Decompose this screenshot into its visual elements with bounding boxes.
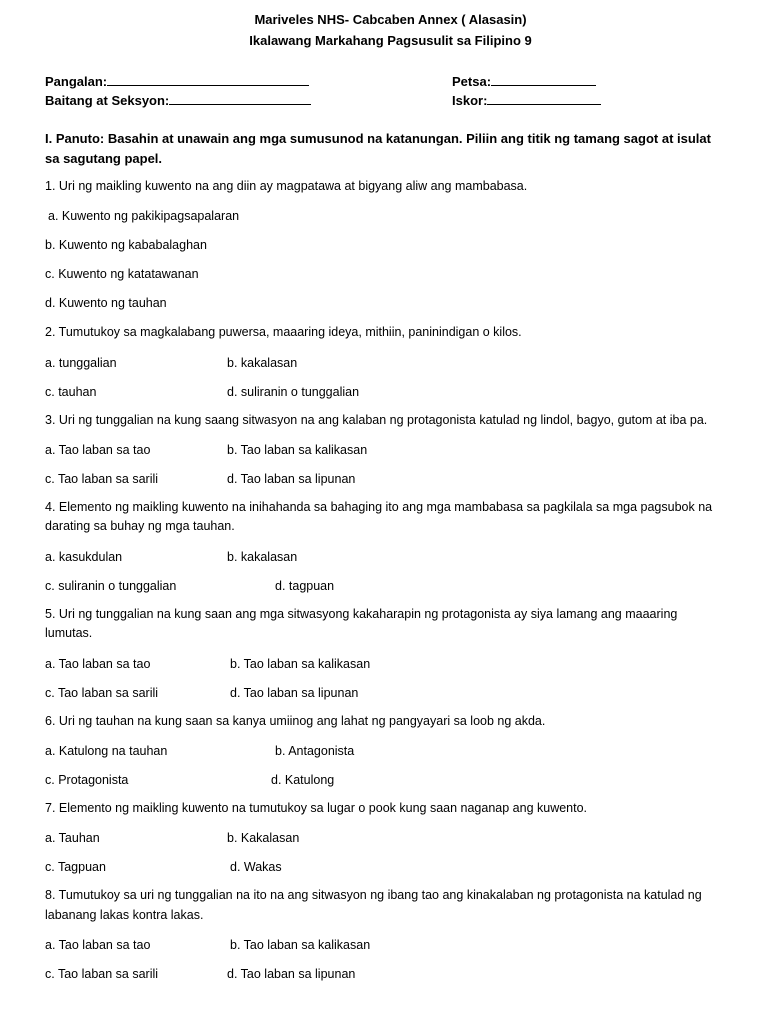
q2-options-row-1 [45,354,724,372]
school-name: Mariveles NHS- Cabcaben Annex ( Alasasin) [254,12,527,27]
question-4: 4. Elemento ng maikling kuwento na inihahanda sa bahaging ito ang mga mambabasa sa pagkilala sa mga pagsubok na darating sa buhay ng mga tauhan. [45,500,713,534]
q8-options-row-1 [45,936,724,954]
document-header [57,10,724,52]
q1-option-d: d. Kuwento ng tauhan [45,296,167,311]
question-5: 5. Uri ng tunggalian na kung saan ang mga sitwasyong kakaharapin ng protagonista ay siya lamang ang maaaring lumutas. [45,606,678,641]
date-blank[interactable] [491,74,596,86]
question-8: 8. Tumutukoy sa uri ng tunggalian na ito na ang sitwasyon ng ibang tao ang kinakalaban ng protagonista na katulad ng labanang lakas kontra lakas. [45,888,702,922]
q3-option-b: b. Tao laban sa kalikasan [227,443,368,457]
q8-option-d: d. Tao laban sa lipunan [227,967,356,981]
instructions: I. Panuto: Basahin at unawain ang mga sumusunod na katanungan. Piliin ang titik ng tamang sagot at isulat sa sagutang papel. [45,130,711,166]
q6-option-b: b. Antagonista [275,743,355,758]
q4-options-row-2 [45,577,724,595]
question-2: 2. Tumutukoy sa magkalabang puwersa, maaaring ideya, mithiin, paninindigan o kilos. [45,325,522,340]
q4-options-row-1 [45,548,724,566]
score-label: Iskor: [452,93,488,109]
q3-option-a: a. Tao laban sa tao [45,443,151,457]
q4-option-d: d. tagpuan [275,578,335,593]
q7-option-a: a. Tauhan [45,831,100,846]
exam-title: Ikalawang Markahang Pagsusulit sa Filipino 9 [249,32,532,48]
name-blank[interactable] [107,74,309,86]
question-3: 3. Uri ng tunggalian na kung saang sitwasyon na ang kalaban ng protagonista katulad ng lindol, bagyo, gutom at iba pa. [45,412,708,427]
q1-option-a: a. Kuwento ng pakikipagsapalaran [48,209,240,224]
q5-options-row-2 [45,684,724,702]
q2-option-a: a. tunggalian [45,355,117,370]
q5-option-b: b. Tao laban sa kalikasan [230,656,371,671]
question-6: 6. Uri ng tauhan na kung saan sa kanya umiinog ang lahat ng pangyayari sa loob ng akda. [45,713,546,728]
q5-option-a: a. Tao laban sa tao [45,656,151,671]
date-label: Petsa: [452,73,492,89]
q5-option-c: c. Tao laban sa sarili [45,685,159,700]
q8-option-a: a. Tao laban sa tao [45,938,151,952]
question-1: 1. Uri ng maikling kuwento na ang diin ay magpatawa at bigyang aliw ang mambabasa. [45,178,528,193]
q5-option-d: d. Tao laban sa lipunan [230,685,359,700]
q4-option-a: a. kasukdulan [45,549,123,564]
q1-option-b: b. Kuwento ng kababalaghan [45,238,207,253]
q2-option-b: b. kakalasan [227,355,298,370]
q3-option-c: c. Tao laban sa sarili [45,472,159,486]
q3-option-d: d. Tao laban sa lipunan [227,472,356,486]
section-blank[interactable] [169,93,311,105]
q8-option-c: c. Tao laban sa sarili [45,967,159,981]
q1-option-c: c. Kuwento ng katatawanan [45,267,199,282]
q4-option-b: b. kakalasan [227,549,298,564]
section-label: Baitang at Seksyon: [45,93,170,109]
question-7: 7. Elemento ng maikling kuwento na tumutukoy sa lugar o pook kung saan naganap ang kuwento. [45,800,588,815]
q2-options-row-2 [45,383,724,401]
field-row-2 [45,91,724,111]
q3-options-row-1 [45,441,724,459]
q8-option-b: b. Tao laban sa kalikasan [230,938,371,952]
score-blank[interactable] [487,93,601,105]
q3-options-row-2 [45,470,724,488]
q2-option-d: d. suliranin o tunggalian [227,384,360,399]
q6-option-c: c. Protagonista [45,772,129,787]
q5-options-row-1 [45,655,724,673]
student-info-fields [45,72,724,111]
q6-options-row-1 [45,742,724,760]
q2-option-c: c. tauhan [45,384,97,399]
q6-option-a: a. Katulong na tauhan [45,743,168,758]
q7-option-d: d. Wakas [230,860,282,875]
q7-options-row-1 [45,829,724,847]
q8-options-row-2 [45,965,724,983]
q6-option-d: d. Katulong [271,772,335,787]
field-row-1 [45,72,724,92]
q7-options-row-2 [45,858,724,876]
q7-option-c: c. Tagpuan [45,860,106,875]
q6-options-row-2 [45,771,724,789]
name-label: Pangalan: [45,73,108,89]
q7-option-b: b. Kakalasan [227,831,300,846]
q4-option-c: c. suliranin o tunggalian [45,578,177,593]
